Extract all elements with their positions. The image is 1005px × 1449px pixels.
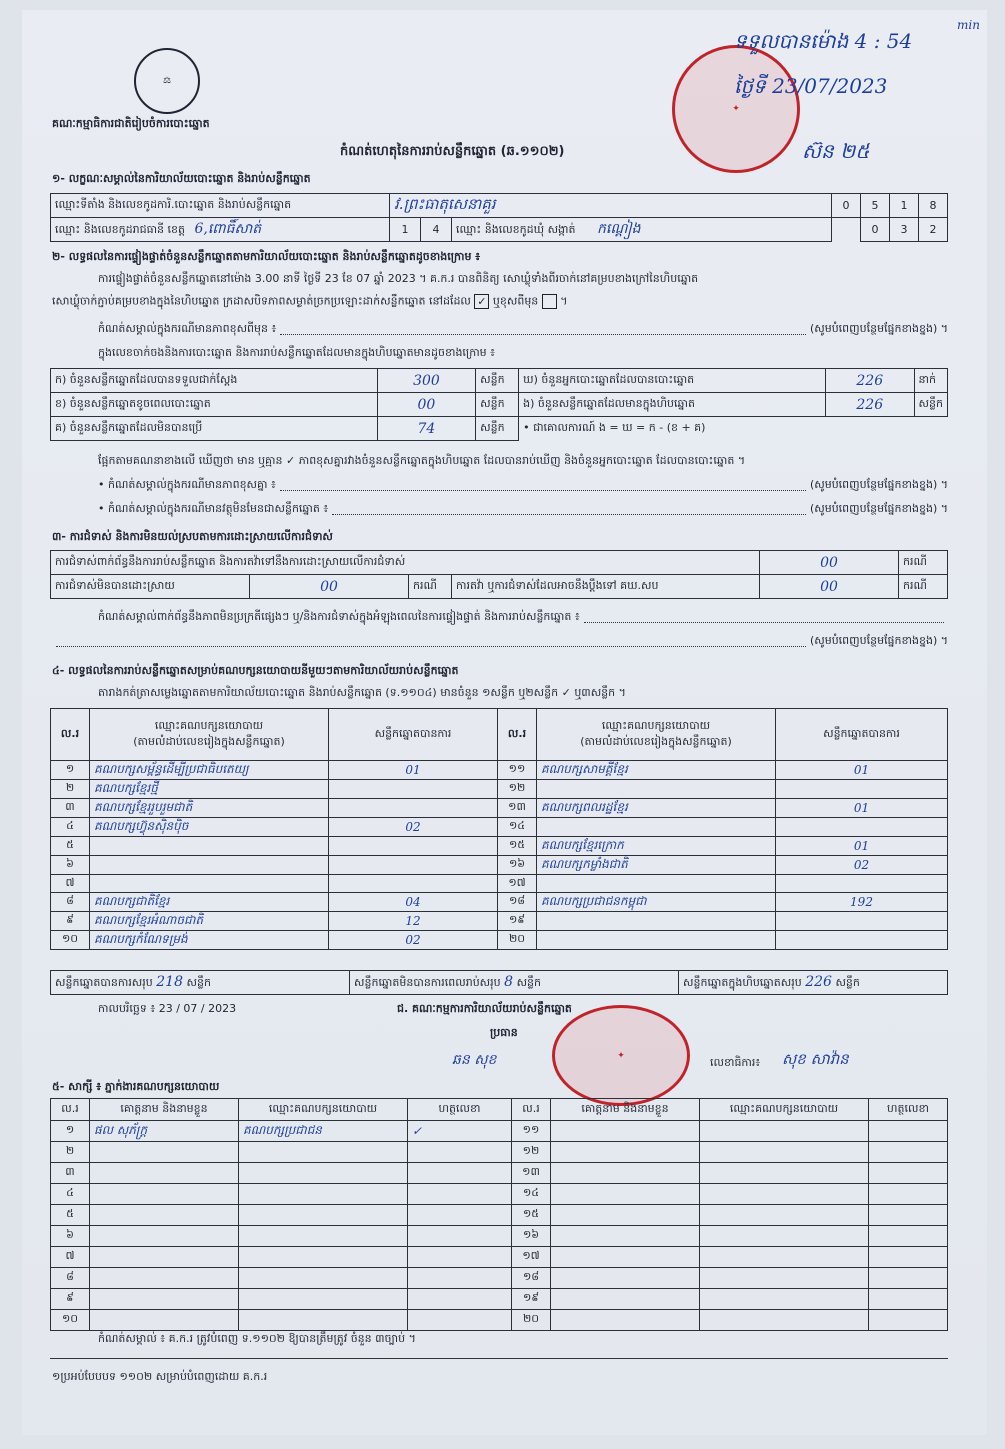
row-number: ១៨ xyxy=(512,1268,551,1289)
party-votes xyxy=(329,837,498,856)
form-title: កំណត់ហេតុនៃការរាប់សន្លឹកឆ្នោត (ឆ.១១០២) xyxy=(340,144,565,159)
section4-intro: តារាងកត់ត្រាសម្លេងឆ្នោតតាមការិយាល័យបោះឆ្នោត និងរាប់សន្លឹកឆ្នោត (ទ.១១០៤) មានចំនួន ១សន្លឹក ឬ២សន្លឹក ✓ ឬ៣សន្លឹក ។ xyxy=(98,686,626,699)
witness-signature xyxy=(869,1121,948,1142)
section4-heading: ៤- លទ្ធផលនៃការរាប់សន្លឹកឆ្នោតសម្រាប់គណបក្សនយោបាយនីមួយៗតាមការិយាល័យរាប់សន្លឹកឆ្នោត xyxy=(52,664,459,677)
witness-signature xyxy=(408,1226,512,1247)
witness-name xyxy=(90,1184,239,1205)
party-name xyxy=(537,875,776,893)
witness-party xyxy=(700,1247,869,1268)
counts-intro: ក្នុងលេខចាក់ចងនិងការបោះឆ្នោត និងការរាប់សន្លឹកឆ្នោតដែលមានក្នុងហិបឆ្នោតមានដូចខាងក្រោម ៖ xyxy=(98,346,495,359)
party-votes: 01 xyxy=(776,761,948,780)
party-name: គណបក្សខ្មែររួបរួមជាតិ xyxy=(90,799,329,818)
row-number: ១៥ xyxy=(498,837,537,856)
witness-signature: ✓ xyxy=(408,1121,512,1142)
section3-heading: ៣- ការជំទាស់ និងការមិនយល់ស្របតាមការដោះស្រាយលើការជំទាស់ xyxy=(52,530,333,543)
witness-signature xyxy=(869,1247,948,1268)
party-name xyxy=(90,837,329,856)
results-row xyxy=(51,780,948,799)
witness-party xyxy=(239,1310,408,1331)
witness-name xyxy=(551,1289,700,1310)
witness-name xyxy=(551,1268,700,1289)
org-name: គណៈកម្មាធិការជាតិរៀបចំការបោះឆ្នោត xyxy=(52,117,210,130)
compare-line: ផ្អែកតាមគណនាខាងលើ ឃើញថា មាន ឬគ្មាន ✓ ភាពខុសគ្នារវាងចំនួនសន្លឹកឆ្នោតក្នុងហិបឆ្នោត ដែលបានរាប់ឃើញ និងចំនួនអ្នកបោះឆ្នោត ដែលបានបោះឆ្នោត ។ xyxy=(98,454,746,467)
witness-party xyxy=(700,1205,869,1226)
witness-name xyxy=(551,1142,700,1163)
witness-name xyxy=(551,1310,700,1331)
total-valid: 218 xyxy=(156,973,183,990)
party-name: គណបក្សសម្ព័ន្ធដើម្បីប្រជាធិបតេយ្យ xyxy=(90,761,329,780)
party-name xyxy=(90,875,329,893)
complaints-table: ការជំទាស់ពាក់ព័ន្ធនឹងការរាប់សន្លឹកឆ្នោត និងការតវ៉ាទៅនឹងការដោះស្រាយលើការជំទាស់ 00 ករណី ការជំទាស់មិនបានដោះស្រាយ 00 ករណី ការតវ៉ា ឬការជំទាស់ដែលអាចនឹងប្ដឹងទៅ គឃ.សប 00 ករណី xyxy=(50,550,948,599)
row-number: ១ xyxy=(51,1121,90,1142)
row-number: ២ xyxy=(51,780,90,799)
witness-party xyxy=(239,1268,408,1289)
witness-note: កំណត់សម្គាល់ ៖ គ.ក.រ ត្រូវបំពេញ ទ.១១០២ ឱ្យបានត្រឹមត្រូវ ចំនួន ៣ច្បាប់ ។ xyxy=(98,1332,416,1345)
row-number: ៩ xyxy=(51,1289,90,1310)
row-number: ១២ xyxy=(498,780,537,799)
witness-row xyxy=(51,1268,948,1289)
row-number: ១៣ xyxy=(512,1163,551,1184)
witness-name xyxy=(551,1205,700,1226)
official-stamp-top: ✦ xyxy=(672,45,800,173)
witness-row xyxy=(51,1226,948,1247)
row-number: ៩ xyxy=(51,912,90,931)
diff-checkbox[interactable] xyxy=(542,294,557,309)
secretary-label: លេខាធិការ៖ xyxy=(710,1056,761,1069)
row-number: ១០ xyxy=(51,1310,90,1331)
chief-signature: ឆន សុខ xyxy=(452,1052,497,1068)
row-number: ៧ xyxy=(51,875,90,893)
witness-name xyxy=(551,1184,700,1205)
row-number: ៣ xyxy=(51,799,90,818)
row-number: ២ xyxy=(51,1142,90,1163)
witness-signature xyxy=(869,1289,948,1310)
witness-row xyxy=(51,1184,948,1205)
nec-logo: ⚖ xyxy=(134,48,200,114)
row-number: ៥ xyxy=(51,837,90,856)
results-row xyxy=(51,818,948,837)
witness-table: ល.រ គោត្តនាម និងនាមខ្លួន ឈ្មោះគណបក្សនយោបាយ ហត្ថលេខា ល.រ គោត្តនាម និងនាមខ្លួន ឈ្មោះគណបក្សនយោបាយ ហត្ថលេខា ១ ផល សុភ័ក្ដ្រ គណបក្សប្រជាជន ✓ ១១ ២ ១២ ៣ ១៣ ៤ ១៤ ៥ ១៥ ៦ ១៦ ៧ ១៧ ៨ ១៨ ៩ ១៩ ១០ ២០ xyxy=(50,1098,948,1331)
party-votes: 01 xyxy=(329,761,498,780)
chief-label: ប្រធាន xyxy=(490,1026,518,1039)
date-line: កាលបរិច្ឆេទ ៖ 23 / 07 / 2023 xyxy=(98,1002,237,1015)
party-name xyxy=(537,912,776,931)
witness-row xyxy=(51,1310,948,1331)
row-number: ៨ xyxy=(51,1268,90,1289)
witness-name xyxy=(90,1268,239,1289)
party-name: គណបក្សសាមគ្គីខ្មែរ xyxy=(537,761,776,780)
witness-row xyxy=(51,1247,948,1268)
row-number: ១១ xyxy=(498,761,537,780)
section5-heading: ៥- សាក្សី ៖ ភ្នាក់ងារគណបក្សនយោបាយ xyxy=(52,1080,220,1093)
party-votes xyxy=(776,818,948,837)
results-row xyxy=(51,875,948,893)
row-number: ១៥ xyxy=(512,1205,551,1226)
witness-signature xyxy=(408,1163,512,1184)
row-number: ១៤ xyxy=(498,818,537,837)
party-votes xyxy=(776,875,948,893)
diff-note-label: កំណត់សម្គាល់ក្នុងករណីមានភាពខុសពីមុន ៖ xyxy=(98,322,277,335)
witness-name xyxy=(90,1226,239,1247)
total-invalid: 8 xyxy=(504,973,514,990)
witness-party: គណបក្សប្រជាជន xyxy=(239,1121,408,1142)
row-number: ៥ xyxy=(51,1205,90,1226)
witness-party xyxy=(700,1310,869,1331)
row-number: ១៩ xyxy=(512,1289,551,1310)
party-votes: 02 xyxy=(329,818,498,837)
row-number: ១៨ xyxy=(498,893,537,912)
total-in-box: 226 xyxy=(805,973,832,990)
party-votes xyxy=(776,780,948,799)
witness-signature xyxy=(869,1142,948,1163)
row-number: ៨ xyxy=(51,893,90,912)
witness-row xyxy=(51,1289,948,1310)
row-number: ៧ xyxy=(51,1247,90,1268)
witness-signature xyxy=(408,1268,512,1289)
section2-heading: ២- លទ្ធផលនៃការផ្ទៀងផ្ទាត់ចំនួនសន្លឹកឆ្នោតតាមការិយាល័យបោះឆ្នោត និងរាប់សន្លឹកឆ្នោតដូចខាងក្រោម ៖ xyxy=(52,250,481,263)
party-name: គណបក្សហ៊្វុនស៊ិនប៉ិច xyxy=(90,818,329,837)
party-name: គណបក្សកំណែទម្រង់ xyxy=(90,931,329,950)
row-number: ១៦ xyxy=(498,856,537,875)
verify-para1: ការផ្ទៀងផ្ទាត់ចំនួនសន្លឹកឆ្នោតនៅម៉ោង 3.00 នាទី ថ្ងៃទី 23 ខែ 07 ឆ្នាំ 2023 ។ គ.ក.រ បានពិនិត្យ សោឃ្លុំទាំងពីរចាក់នៅគម្របខាងក្រៅនៃហិបឆ្នោត xyxy=(98,272,699,285)
row-number: ១៤ xyxy=(512,1184,551,1205)
witness-name xyxy=(90,1163,239,1184)
party-votes xyxy=(329,856,498,875)
count-received: 300 xyxy=(377,369,475,393)
results-row xyxy=(51,837,948,856)
party-name: គណបក្សខ្មែរក្រោក xyxy=(537,837,776,856)
witness-signature xyxy=(408,1142,512,1163)
row-number: ៣ xyxy=(51,1163,90,1184)
row-number: ១៧ xyxy=(512,1247,551,1268)
official-stamp-bottom: ✦ xyxy=(552,1005,690,1106)
witness-party xyxy=(239,1184,408,1205)
commune-label: ឈ្មោះ និងលេខកូដឃុំ សង្កាត់ កណ្ដៀង xyxy=(452,218,832,242)
party-name: គណបក្សកម្លាំងជាតិ xyxy=(537,856,776,875)
row-number: ២០ xyxy=(512,1310,551,1331)
footer-divider xyxy=(50,1358,948,1359)
row-number: ១២ xyxy=(512,1142,551,1163)
witness-party xyxy=(700,1289,869,1310)
witness-row xyxy=(51,1142,948,1163)
party-votes xyxy=(329,799,498,818)
received-time: ទទួលបានម៉ោង 4 : 54 xyxy=(734,29,913,53)
results-row xyxy=(51,761,948,780)
witness-party xyxy=(700,1184,869,1205)
complaints-count: 00 xyxy=(760,551,899,575)
row-number: ១៣ xyxy=(498,799,537,818)
party-votes xyxy=(329,780,498,799)
footer-text: ១ប្រអប់បែបបទ ១១០២ សម្រាប់បំពេញដោយ គ.ក.រ xyxy=(52,1370,268,1383)
section1-table: ឈ្មោះទីតាំង និងលេខកូដការិ.បោះឆ្នោត និងរាប់សន្លឹកឆ្នោត វ.ព្រះធាតុសេនាគួរ 0 5 1 8 ឈ្មោះ និងលេខកូដរាជធានី ខេត្ត 6,ពោធិ៍សាត់ 1 4 ឈ្មោះ និងលេខកូដឃុំ សង្កាត់ កណ្ដៀង 0 3 2 xyxy=(50,193,948,242)
section1-heading: ១- លក្ខណៈសម្គាល់នៃការិយាល័យបោះឆ្នោត និងរាប់សន្លឹកឆ្នោត xyxy=(52,172,311,185)
witness-signature xyxy=(408,1205,512,1226)
results-table: ល.រ ឈ្មោះគណបក្សនយោបាយ (តាមលំដាប់លេខរៀងក្នុងសន្លឹកឆ្នោត) សន្លឹកឆ្នោតបានការ ល.រ ឈ្មោះគណបក្សនយោបាយ (តាមលំដាប់លេខរៀងក្នុងសន្លឹកឆ្នោត) សន្លឹកឆ្នោតបានការ ១ គណបក្សសម្ព័ន្ធដើម្បីប្រជាធិបតេយ្យ 01 ១១ គណបក្សសាមគ្គីខ្មែរ 01 ២ គណបក្សខ្មែរថ្មី ១២ ៣ គណបក្សខ្មែររួបរួមជាតិ ១៣ គណបក្សពលរដ្ឋខ្មែរ 01 ៤ គណបក្សហ៊្វុនស៊ិនប៉ិច 02 ១៤ ៥ ១៥ គណបក្សខ្មែរក្រោក 01 ៦ ១៦ គណបក្សកម្លាំងជាតិ 02 ៧ ១៧ ៨ គណបក្សជាតិខ្មែរ 04 ១៨ គណបក្សប្រជាជនកម្ពុជា 192 ៩ គណបក្សខ្មែរអំណាចជាតិ 12 ១៩ ១០ គណបក្សកំណែទម្រង់ 02 ២០ xyxy=(50,708,948,950)
form-sheet: ⚖ គណៈកម្មាធិការជាតិរៀបចំការបោះឆ្នោត កំណត់ហេតុនៃការរាប់សន្លឹកឆ្នោត (ឆ.១១០២) ✦ ទទួលបានម៉ោង 4 : 54 min ថ្ងៃទី 23/07/2023 ស៊ន ២៥ ១- លក្ខណៈសម្គាល់នៃការិយាល័យបោះឆ្នោត និងរាប់សន្លឹកឆ្នោត ឈ្មោះទីតាំង និងលេខកូដការិ.បោះឆ្នោត និងរាប់សន្លឹកឆ្នោត វ.ព្រះធាតុសេនាគួរ 0 5 1 8 ឈ្មោះ និងលេខកូដរាជធានី ខេត្ត 6,ពោធិ៍សាត់ 1 4 ឈ្មោះ និងលេខកូដឃុំ សង្កាត់ កណ្ដៀង 0 3 2 ២- លទ្ធផលនៃការផ្ទៀងផ្ទាត់ចំនួនសន្លឹកឆ្នោតតាមការិយាល័យបោះឆ្នោត និងរាប់សន្លឹកឆ្នោតដូចខាងក្រោម ៖ ការផ្ទៀងផ្ទាត់ចំនួនសន្លឹកឆ្នោតនៅម៉ោង 3.00 នាទី ថ្ងៃទី 23 ខែ 07 ឆ្នាំ 2023 ។ គ.ក.រ បានពិនិត្យ សោឃ្លុំទាំងពីរចាក់នៅគម្របខាងក្រៅនៃហិបឆ្នោត សោឃ្លុំចាក់ភ្ជាប់គម្របខាងក្នុងនៃហិបឆ្នោត ក្រដាសបិទភាពសម្ងាត់ច្រកប្រឡោះដាក់សន្លឹកឆ្នោត នៅដដែល ✓ ឬខុសពីមុន ។ កំណត់សម្គាល់ក្នុងករណីមានភាពខុសពីមុន ៖ (សូមបំពេញបន្ថែមផ្នែកខាងខ្នង) ។ ក្នុងលេខចាក់ចងនិងការបោះឆ្នោត និងការរាប់សន្លឹកឆ្នោតដែលមានក្នុងហិបឆ្នោតមានដូចខាងក្រោម ៖ ក) ចំនួនសន្លឹកឆ្នោតដែលបានទទួលជាក់ស្ដែង 300 សន្លឹក ឃ) ចំនួនអ្នកបោះឆ្នោតដែលបានបោះឆ្នោត 226 នាក់ ខ) ចំនួនសន្លឹកឆ្នោតខូចពេលបោះឆ្នោត 00 សន្លឹក ង) ចំនួនសន្លឹកឆ្នោតដែលមានក្នុងហិបឆ្នោត 226 សន្លឹក គ) ចំនួនសន្លឹកឆ្នោតដែលមិនបានប្រើ 74 សន្លឹក • ជាគោលការណ៍ ង = ឃ = ក - (ខ + គ) ផ្អែកតាមគណនាខាងលើ ឃើញថា មាន ឬគ្មាន ✓ ភាពខុសគ្នារវាងចំនួនសន្លឹកឆ្នោតក្នុងហិបឆ្នោត ដែលបានរាប់ឃើញ និងចំនួនអ្នកបោះឆ្នោត ដែលបានបោះឆ្នោត ។ • កំណត់សម្គាល់ក្នុងករណីមានភាពខុសគ្នា ៖ (សូមបំពេញបន្ថែមផ្នែកខាងខ្នង) ។ • កំណត់សម្គាល់ក្នុងករណីមានវត្ថុមិនមែនជាសន្លឹកឆ្នោត ៖ (សូមបំពេញបន្ថែមផ្នែកខាងខ្នង) ។ ៣- ការជំទាស់ និងការមិនយល់ស្របតាមការដោះស្រាយលើការជំទាស់ ការជំទាស់ពាក់ព័ន្ធនឹងការរាប់សន្លឹកឆ្នោត និងការតវ៉ាទៅនឹងការដោះស្រាយលើការជំទាស់ 00 ករណី ការជំទាស់មិនបានដោះស្រាយ 00 ករណី ការតវ៉ា ឬការជំទាស់ដែលអាចនឹងប្ដឹងទៅ គឃ.សប 00 ករណី កំណត់សម្គាល់ពាក់ព័ន្ធនឹងភាពមិនប្រក្រតីផ្សេងៗ ឬ/និងការជំទាស់ក្នុងអំឡុងពេលនៃការផ្ទៀងផ្ទាត់ និងការរាប់សន្លឹកឆ្នោត ៖ (សូមបំពេញបន្ថែមផ្នែកខាងខ្នង) ។ ៤- លទ្ធផលនៃការរាប់សន្លឹកឆ្នោតសម្រាប់គណបក្សនយោបាយនីមួយៗតាមការិយាល័យរាប់សន្លឹកឆ្នោត តារាងកត់ត្រាសម្លេងឆ្នោតតាមការិយាល័យបោះឆ្នោត និងរាប់សន្លឹកឆ្នោត (ទ.១១០៤) មានចំនួន ១សន្លឹក ឬ២សន្លឹក ✓ ឬ៣សន្លឹក ។ ល.រ ឈ្មោះគណបក្សនយោបាយ (តាមលំដាប់លេខរៀងក្នុងសន្លឹកឆ្នោត) សន្លឹកឆ្នោតបានការ ល.រ ឈ្មោះគណបក្សនយោបាយ (តាមលំដាប់លេខរៀងក្នុងសន្លឹកឆ្នោត) សន្លឹកឆ្នោតបានការ ១ គណបក្សសម្ព័ន្ធដើម្បីប្រជាធិបតេយ្យ 01 ១១ គណបក្សសាមគ្គីខ្មែរ 01 ២ គណបក្សខ្មែរថ្មី ១២ ៣ គណបក្សខ្មែររួបរួមជាតិ ១៣ គណបក្សពលរដ្ឋខ្មែរ 01 ៤ គណបក្សហ៊្វុនស៊ិនប៉ិច 02 ១៤ ៥ ១៥ គណបក្សខ្មែរក្រោក 01 ៦ ១៦ គណបក្សកម្លាំងជាតិ 02 ៧ ១៧ ៨ គណបក្សជាតិខ្មែរ 04 ១៨ គណបក្សប្រជាជនកម្ពុជា 192 ៩ គណបក្សខ្មែរអំណាចជាតិ 12 ១៩ ១០ គណបក្សកំណែទម្រង់ 02 ២០ សន្លឹកឆ្នោតបានការសរុប 218 សន្លឹក សន្លឹកឆ្នោតមិនបានការពេលរាប់សរុប 8 សន្លឹក សន្លឹកឆ្នោតក្នុងហិបឆ្នោតសរុប 226 សន្លឹក កាលបរិច្ឆេទ ៖ 23 / 07 / 2023 ជ. គណៈកម្មការការិយាល័យរាប់សន្លឹកឆ្នោត ប្រធាន ✦ ឆន សុខ លេខាធិការ៖ សុខ សាវ៉ាន ៥- សាក្សី ៖ ភ្នាក់ងារគណបក្សនយោបាយ ល.រ គោត្តនាម និងនាមខ្លួន ឈ្មោះគណបក្សនយោបាយ ហត្ថលេខា ល.រ គោត្តនាម និងនាមខ្លួន ឈ្មោះគណបក្សនយោបាយ ហត្ថលេខា ១ ផល សុភ័ក្ដ្រ គណបក្សប្រជាជន ✓ ១១ ២ ១២ ៣ ១៣ ៤ ១៤ ៥ ១៥ ៦ ១៦ ៧ ១៧ ៨ ១៨ ៩ ១៩ ១០ ២០ កំណត់សម្គាល់ ៖ គ.ក.រ ត្រូវបំពេញ ទ.១១០២ ឱ្យបានត្រឹមត្រូវ ចំនួន ៣ច្បាប់ ។ ១ប្រអប់បែបបទ ១១០២ សម្រាប់បំពេញដោយ គ.ក.រ xyxy=(22,10,987,1435)
witness-row xyxy=(51,1121,948,1142)
results-row xyxy=(51,893,948,912)
witness-signature xyxy=(408,1184,512,1205)
witness-name xyxy=(551,1247,700,1268)
witness-signature xyxy=(869,1268,948,1289)
results-row xyxy=(51,931,948,950)
witness-party xyxy=(700,1121,869,1142)
results-totals: សន្លឹកឆ្នោតបានការសរុប 218 សន្លឹក សន្លឹកឆ្នោតមិនបានការពេលរាប់សរុប 8 សន្លឹក សន្លឹកឆ្នោតក្នុងហិបឆ្នោតសរុប 226 សន្លឹក xyxy=(50,970,948,995)
witness-name xyxy=(90,1247,239,1268)
location-value: វ.ព្រះធាតុសេនាគួរ xyxy=(390,194,832,218)
appeal-count: 00 xyxy=(760,575,899,599)
count-spoiled: 00 xyxy=(377,393,475,417)
party-name: គណបក្សជាតិខ្មែរ xyxy=(90,893,329,912)
same-checkbox[interactable]: ✓ xyxy=(474,294,489,309)
witness-name xyxy=(90,1310,239,1331)
counts-table: ក) ចំនួនសន្លឹកឆ្នោតដែលបានទទួលជាក់ស្ដែង 300 សន្លឹក ឃ) ចំនួនអ្នកបោះឆ្នោតដែលបានបោះឆ្នោត 226 នាក់ ខ) ចំនួនសន្លឹកឆ្នោតខូចពេលបោះឆ្នោត 00 សន្លឹក ង) ចំនួនសន្លឹកឆ្នោតដែលមានក្នុងហិបឆ្នោត 226 សន្លឹក គ) ចំនួនសន្លឹកឆ្នោតដែលមិនបានប្រើ 74 សន្លឹក • ជាគោលការណ៍ ង = ឃ = ក - (ខ + គ) xyxy=(50,368,948,441)
witness-party xyxy=(239,1163,408,1184)
count-in-box: 226 xyxy=(825,393,914,417)
party-votes: 12 xyxy=(329,912,498,931)
party-name: គណបក្សខ្មែរថ្មី xyxy=(90,780,329,799)
row-number: ១១ xyxy=(512,1121,551,1142)
party-name xyxy=(537,931,776,950)
party-votes: 02 xyxy=(329,931,498,950)
party-votes: 01 xyxy=(776,837,948,856)
witness-party xyxy=(700,1226,869,1247)
witness-party xyxy=(700,1163,869,1184)
witness-name xyxy=(90,1205,239,1226)
row-number: ១០ xyxy=(51,931,90,950)
secretary-signature: សុខ សាវ៉ាន xyxy=(782,1050,849,1068)
witness-signature xyxy=(408,1310,512,1331)
row-number: ១៧ xyxy=(498,875,537,893)
witness-signature xyxy=(869,1226,948,1247)
formula: • ជាគោលការណ៍ ង = ឃ = ក - (ខ + គ) xyxy=(519,417,948,441)
party-votes xyxy=(776,912,948,931)
witness-party xyxy=(700,1142,869,1163)
witness-party xyxy=(239,1205,408,1226)
province-label: ឈ្មោះ និងលេខកូដរាជធានី ខេត្ត 6,ពោធិ៍សាត់ xyxy=(51,218,390,242)
witness-signature xyxy=(869,1163,948,1184)
province-value: 6,ពោធិ៍សាត់ xyxy=(194,221,262,237)
party-votes: 192 xyxy=(776,893,948,912)
witness-name xyxy=(90,1289,239,1310)
received-date: ថ្ងៃទី 23/07/2023 xyxy=(734,74,888,98)
diff-note-line[interactable] xyxy=(280,322,806,335)
results-row xyxy=(51,799,948,818)
witness-signature xyxy=(408,1289,512,1310)
party-votes xyxy=(776,931,948,950)
row-number: ៦ xyxy=(51,1226,90,1247)
received-signature: ស៊ន ២៥ xyxy=(802,139,870,163)
witness-signature xyxy=(869,1184,948,1205)
party-name: គណបក្សខ្មែរអំណាចជាតិ xyxy=(90,912,329,931)
row-number: ៦ xyxy=(51,856,90,875)
row-number: ៤ xyxy=(51,1184,90,1205)
results-body xyxy=(51,761,948,950)
count-voters: 226 xyxy=(825,369,914,393)
witness-name xyxy=(90,1142,239,1163)
witness-body xyxy=(51,1121,948,1331)
witness-party xyxy=(239,1247,408,1268)
row-number: ១៩ xyxy=(498,912,537,931)
witness-name xyxy=(551,1121,700,1142)
witness-party xyxy=(239,1289,408,1310)
committee-label: ជ. គណៈកម្មការការិយាល័យរាប់សន្លឹកឆ្នោត xyxy=(397,1002,572,1015)
witness-name xyxy=(551,1226,700,1247)
complaints-note: កំណត់សម្គាល់ពាក់ព័ន្ធនឹងភាពមិនប្រក្រតីផ្សេងៗ ឬ/និងការជំទាស់ក្នុងអំឡុងពេលនៃការផ្ទៀងផ្ទាត់ និងការរាប់សន្លឹកឆ្នោត ៖ xyxy=(98,610,580,623)
party-name xyxy=(537,780,776,799)
party-votes: 01 xyxy=(776,799,948,818)
witness-party xyxy=(700,1268,869,1289)
count-unused: 74 xyxy=(377,417,475,441)
witness-party xyxy=(239,1226,408,1247)
commune-value: កណ្ដៀង xyxy=(597,221,641,237)
party-name: គណបក្សប្រជាជនកម្ពុជា xyxy=(537,893,776,912)
results-row xyxy=(51,856,948,875)
party-votes: 04 xyxy=(329,893,498,912)
results-row xyxy=(51,912,948,931)
witness-signature xyxy=(869,1310,948,1331)
party-name xyxy=(90,856,329,875)
row-number: ៤ xyxy=(51,818,90,837)
party-votes xyxy=(329,875,498,893)
party-name: គណបក្សពលរដ្ឋខ្មែរ xyxy=(537,799,776,818)
witness-signature xyxy=(408,1247,512,1268)
party-votes: 02 xyxy=(776,856,948,875)
unresolved-count: 00 xyxy=(250,575,409,599)
location-label: ឈ្មោះទីតាំង និងលេខកូដការិ.បោះឆ្នោត និងរាប់សន្លឹកឆ្នោត xyxy=(51,194,390,218)
witness-party xyxy=(239,1142,408,1163)
received-min: min xyxy=(957,18,980,32)
row-number: ២០ xyxy=(498,931,537,950)
witness-row xyxy=(51,1205,948,1226)
row-number: ១ xyxy=(51,761,90,780)
witness-row xyxy=(51,1163,948,1184)
party-name xyxy=(537,818,776,837)
witness-signature xyxy=(869,1205,948,1226)
verify-para2: សោឃ្លុំចាក់ភ្ជាប់គម្របខាងក្នុងនៃហិបឆ្នោត ក្រដាសបិទភាពសម្ងាត់ច្រកប្រឡោះដាក់សន្លឹកឆ្នោត នៅដដែល xyxy=(52,294,471,308)
row-number: ១៦ xyxy=(512,1226,551,1247)
witness-name xyxy=(551,1163,700,1184)
witness-name: ផល សុភ័ក្ដ្រ xyxy=(90,1121,239,1142)
